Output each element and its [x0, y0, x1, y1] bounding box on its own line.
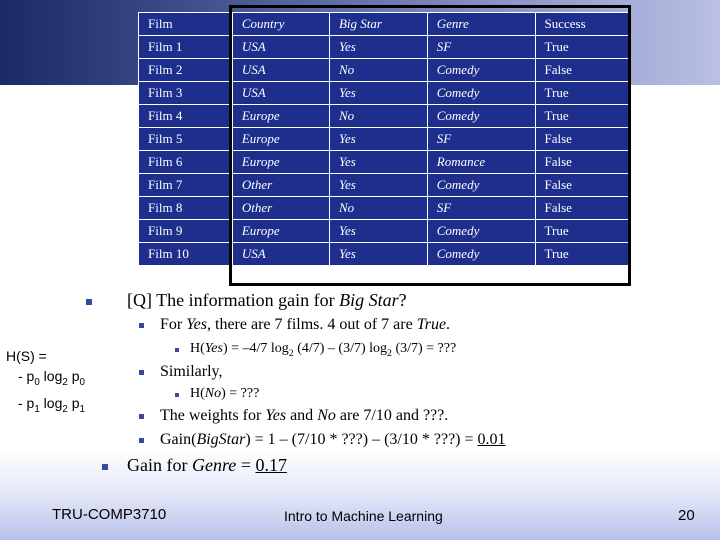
text: p: [67, 368, 80, 384]
entropy-formula: [6, 346, 85, 420]
text: [Q] The information gain for: [127, 290, 340, 310]
table-cell: False: [535, 174, 630, 197]
text: log: [39, 368, 63, 384]
table-cell: Other: [232, 174, 329, 197]
table-cell: Comedy: [427, 174, 535, 197]
bullet-marker: [175, 348, 179, 352]
text: 2: [288, 347, 294, 359]
table-row: [139, 82, 630, 105]
text: No: [317, 407, 336, 424]
header-big-star: Big Star: [329, 13, 427, 36]
table-cell: SF: [427, 36, 535, 59]
bullet-marker: [139, 370, 144, 375]
table-cell: False: [535, 197, 630, 220]
bullet-marker: [175, 393, 179, 397]
table-cell: Other: [232, 197, 329, 220]
table-cell: SF: [427, 128, 535, 151]
text: 0: [79, 376, 85, 388]
text: H(: [190, 341, 205, 356]
text: ?: [398, 290, 407, 310]
table-cell: Film 10: [139, 243, 233, 266]
table-cell: Film 1: [139, 36, 233, 59]
table-cell: USA: [232, 36, 329, 59]
table-row: [139, 197, 630, 220]
header-success: Success: [535, 13, 630, 36]
footer-band: [0, 450, 720, 540]
bullet-marker: [139, 414, 144, 419]
table-cell: True: [535, 36, 630, 59]
table-row: [139, 36, 630, 59]
text: Yes: [186, 316, 207, 333]
table-cell: True: [535, 220, 630, 243]
footer-title: Intro to Machine Learning: [284, 508, 443, 524]
header-film: Film: [139, 13, 233, 36]
page-number: 20: [678, 507, 695, 524]
table-cell: No: [329, 105, 427, 128]
text: 0.01: [477, 431, 506, 448]
table-cell: Film 3: [139, 82, 233, 105]
text: 2: [62, 376, 68, 388]
table-row: [139, 105, 630, 128]
table-cell: No: [329, 197, 427, 220]
table-header-row: [139, 13, 630, 36]
text: No: [204, 386, 222, 401]
table-cell: Film 5: [139, 128, 233, 151]
text: 2: [387, 347, 392, 359]
table-cell: Europe: [232, 128, 329, 151]
table-cell: USA: [232, 243, 329, 266]
table-cell: Comedy: [427, 243, 535, 266]
formula-line: H(S) =: [6, 348, 47, 364]
table-row: [139, 59, 630, 82]
text: Gain for: [127, 455, 192, 475]
bullet-gain-bigstar: [160, 431, 506, 449]
table-cell: Comedy: [427, 82, 535, 105]
table-cell: Yes: [329, 128, 427, 151]
bullet-h-yes: [190, 341, 456, 359]
text: are 7/10 and ???.: [335, 407, 449, 424]
formula-line: [6, 393, 85, 420]
table-cell: False: [535, 151, 630, 174]
text: Genre: [191, 455, 237, 475]
header-country: Country: [232, 13, 329, 36]
text: - p: [18, 394, 35, 411]
table-row: [139, 151, 630, 174]
table-cell: Romance: [427, 151, 535, 174]
table-cell: Film 7: [139, 174, 233, 197]
text: log: [39, 394, 63, 411]
table-cell: Europe: [232, 105, 329, 128]
bullet-marker: [139, 438, 144, 443]
bullet-h-no: [190, 386, 259, 402]
header-genre: Genre: [427, 13, 535, 36]
formula-line: [6, 366, 85, 393]
footer-course: TRU-COMP3710: [52, 506, 167, 523]
table-cell: Film 9: [139, 220, 233, 243]
text: Yes: [204, 341, 223, 356]
table-cell: Yes: [329, 243, 427, 266]
text: For: [160, 316, 187, 333]
table-cell: True: [535, 82, 630, 105]
text: (3/7) = ???: [391, 341, 457, 356]
text: H(: [190, 386, 205, 401]
table-cell: Yes: [329, 82, 427, 105]
table-cell: Comedy: [427, 220, 535, 243]
table-cell: False: [535, 59, 630, 82]
table-cell: Yes: [329, 151, 427, 174]
bullet-yes: [160, 316, 450, 334]
bullet-marker: [86, 299, 92, 305]
text: Yes: [265, 407, 287, 424]
bullet-marker: [139, 323, 144, 328]
table-cell: Film 2: [139, 59, 233, 82]
table-row: [139, 174, 630, 197]
text: The weights for: [160, 407, 266, 424]
table-cell: Film 8: [139, 197, 233, 220]
text: and: [286, 407, 318, 424]
text: Gain(: [160, 431, 197, 448]
table-cell: True: [535, 243, 630, 266]
text: ) = 1 – (7/10 * ???) – (3/10 * ???) =: [245, 431, 478, 448]
text: p: [67, 394, 80, 411]
text: (4/7) – (3/7) log: [293, 341, 388, 356]
text: 1: [34, 403, 40, 415]
table-cell: Europe: [232, 151, 329, 174]
table-cell: Comedy: [427, 59, 535, 82]
table-cell: Film 6: [139, 151, 233, 174]
text: BigStar: [196, 431, 246, 448]
text: - p: [18, 368, 35, 384]
table-cell: No: [329, 59, 427, 82]
table-cell: SF: [427, 197, 535, 220]
table-cell: True: [535, 105, 630, 128]
table-cell: USA: [232, 59, 329, 82]
text: .: [446, 316, 451, 333]
table-cell: Europe: [232, 220, 329, 243]
table-row: [139, 220, 630, 243]
bullet-gain-genre: [127, 455, 287, 476]
text: 0.17: [255, 455, 287, 475]
text: Big Star: [339, 290, 399, 310]
text: 0: [34, 376, 40, 388]
table-cell: Film 4: [139, 105, 233, 128]
bullet-marker: [102, 464, 108, 470]
bullet-question: [127, 290, 407, 311]
text: ) = –4/7 log: [222, 341, 289, 356]
films-table: [138, 12, 630, 266]
table-cell: Yes: [329, 174, 427, 197]
table-cell: Yes: [329, 220, 427, 243]
text: True: [416, 316, 447, 333]
table-cell: Yes: [329, 36, 427, 59]
text: 1: [79, 403, 85, 415]
text: ) = ???: [221, 386, 260, 401]
table-cell: Comedy: [427, 105, 535, 128]
table-cell: False: [535, 128, 630, 151]
text: 2: [62, 403, 68, 415]
table-cell: USA: [232, 82, 329, 105]
text: , there are 7 films. 4 out of 7 are: [207, 316, 417, 333]
table-row: [139, 128, 630, 151]
table-row: [139, 243, 630, 266]
bullet-weights: [160, 407, 448, 425]
text: =: [236, 455, 256, 475]
bullet-similarly: Similarly,: [160, 363, 223, 380]
